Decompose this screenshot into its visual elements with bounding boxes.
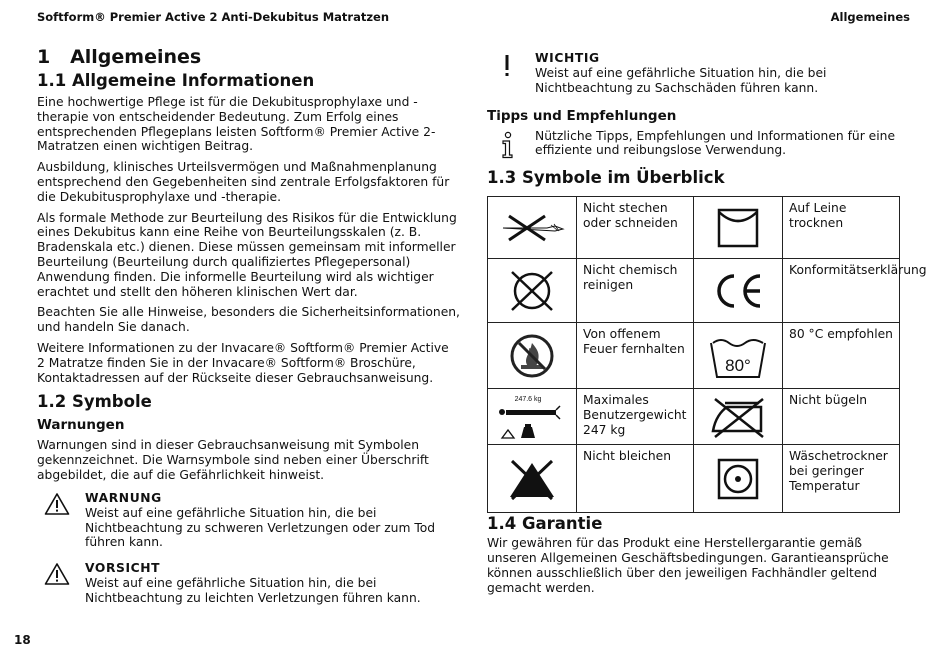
subsection-title-warnungen: Warnungen — [37, 417, 125, 434]
wichtig-title: WICHTIG — [535, 51, 600, 65]
warnung-notice — [37, 490, 460, 550]
line-dry-icon — [694, 197, 783, 259]
table-row — [488, 259, 900, 323]
table-row — [488, 445, 900, 513]
page-number: 18 — [14, 633, 31, 647]
no-piercing-icon — [488, 197, 577, 259]
caution-triangle-icon — [37, 562, 77, 590]
table-row — [488, 197, 900, 259]
paragraph-weitere-informationen: Weitere Informationen zu der Invacare® Softform® Premier Active 2 Matratze finden Sie in der Invacare® Softform® Broschüre, Kontaktadressen auf der Rückseite dieser Gebrauchsanweisung. — [37, 340, 449, 385]
paragraph-beurteilung: Als formale Methode zur Beurteilung des Risikos für die Entwicklung eines Dekubitus kann eine Reihe von Beurteilungsskalen (z. B. Bradenskala etc.) dienen. Diese müssen gemeinsam mit informeller Beurteilung (Beurteilung durch qualifiziertes Pflegepersonal) Anwendung finden. Die informelle Beurteilung wird als wichtiger erachtet und stellt den höheren klinischen Wert dar. — [37, 210, 457, 299]
section-title-allgemeine-informationen: 1.1 Allgemeine Informationen — [37, 71, 315, 90]
wash-temperature-label: 80° — [725, 355, 751, 375]
section-title-symbole-im-ueberblick: 1.3 Symbole im Überblick — [487, 168, 725, 188]
symbol-table — [487, 196, 927, 513]
warnung-title: WARNUNG — [85, 490, 162, 505]
right-column — [487, 50, 927, 595]
no-open-flame-icon — [488, 323, 577, 389]
warnung-text: Weist auf eine gefährliche Situation hin, die bei Nichtbeachtung zu schweren Verletzungen oder zum Tod führen kann. — [85, 505, 436, 550]
wash-80-icon — [694, 323, 783, 389]
subsection-title-tipps: Tipps und Empfehlungen — [487, 107, 677, 124]
tumble-dry-low-icon — [694, 445, 783, 513]
exclamation-icon — [487, 54, 527, 82]
ce-mark-icon — [694, 259, 783, 323]
symbol-label-80c: 80 °C empfohlen — [783, 323, 900, 389]
no-bleach-icon — [488, 445, 577, 513]
vorsicht-title: VORSICHT — [85, 561, 161, 576]
symbol-label-conformity: Konformitätserklärung — [783, 259, 900, 323]
paragraph-ausbildung: Ausbildung, klinisches Urteilsvermögen und Maßnahmenplanung entsprechend den Gegebenheiten sind zentrale Erfolgsfaktoren für die Dekubitusprophylaxe und -therapie. — [37, 160, 450, 204]
tipps-notice — [487, 129, 899, 159]
section-title-symbole: 1.2 Symbole — [37, 392, 152, 412]
paragraph-intro: Eine hochwertige Pflege ist für die Dekubitusprophylaxe und -therapie von entscheidender Bedeutung. Zum Erfolg eines entsprechenden Pflegeplans leisten Softform® Premier Active 2-Matratzen einen wichtigen Beitrag. — [37, 95, 436, 154]
symbol-label-no-dry-cleaning: Nicht chemisch reinigen — [577, 259, 694, 323]
symbol-label-no-piercing: Nicht stechen oder schneiden — [577, 197, 694, 259]
chapter-title: 1 Allgemeines — [37, 46, 202, 68]
symbol-label-no-bleach: Nicht bleichen — [577, 445, 694, 513]
info-icon — [487, 131, 527, 163]
vorsicht-notice — [37, 560, 460, 606]
tipps-text: Nützliche Tipps, Empfehlungen und Informationen für eine effiziente und reibungslose Verwendung. — [535, 128, 896, 158]
left-column — [37, 44, 460, 606]
symbol-label-max-weight: Maximales Benutzergewicht 247 kg — [577, 389, 694, 445]
paragraph-garantie: Wir gewähren für das Produkt eine Herstellergarantie gemäß unseren Allgemeinen Geschäftsbedingungen. Garantieansprüche können ausschließlich über den jeweiligen Fachhändler geltend gemacht werden. — [487, 536, 889, 595]
table-row — [488, 389, 900, 445]
running-header-title: Softform® Premier Active 2 Anti-Dekubitus Matratzen — [37, 10, 390, 24]
symbol-label-no-flame: Von offenem Feuer fernhalten — [577, 323, 694, 389]
no-ironing-icon — [694, 389, 783, 445]
running-header-section: Allgemeines — [830, 10, 910, 24]
max-weight-icon-label: 247.6 kg — [514, 395, 542, 403]
vorsicht-text: Weist auf eine gefährliche Situation hin, die bei Nichtbeachtung zu leichten Verletzungen führen kann. — [85, 576, 421, 605]
table-row — [488, 323, 900, 389]
symbol-label-no-ironing: Nicht bügeln — [783, 389, 900, 445]
paragraph-warnungen: Warnungen sind in dieser Gebrauchsanweisung mit Symbolen gekennzeichnet. Die Warnsymbole sind neben einer Überschrift abgebildet, die auf die Gefährlichkeit hinweist. — [37, 438, 429, 482]
max-user-weight-icon — [488, 389, 577, 445]
symbol-label-tumble-dry-low: Wäschetrockner bei geringer Temperatur — [783, 445, 900, 513]
no-dry-cleaning-icon — [488, 259, 577, 323]
warning-triangle-icon — [37, 492, 77, 520]
paragraph-hinweise: Beachten Sie alle Hinweise, besonders die Sicherheitsinformationen, und handeln Sie danach. — [37, 305, 460, 335]
wichtig-notice — [487, 50, 899, 96]
symbol-label-line-dry: Auf Leine trocknen — [783, 197, 900, 259]
section-title-garantie: 1.4 Garantie — [487, 514, 603, 534]
wichtig-text: Weist auf eine gefährliche Situation hin, die bei Nichtbeachtung zu Sachschäden führen kann. — [535, 66, 827, 95]
